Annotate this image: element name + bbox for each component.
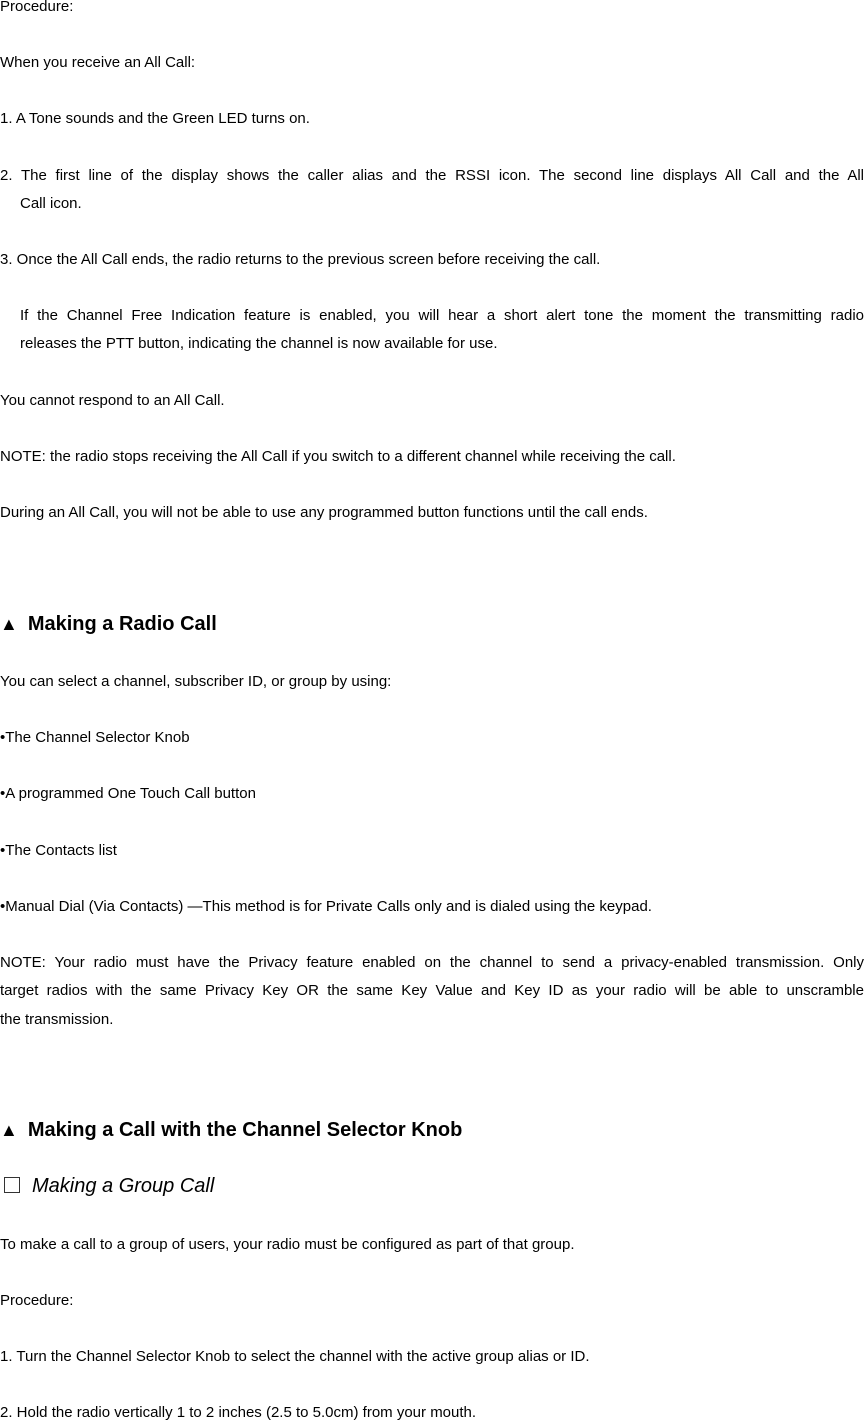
- all-call-during-text: During an All Call, you will not be able to use any programmed button functions until the call ends.: [0, 504, 648, 521]
- group-call-step-1: 1. Turn the Channel Selector Knob to select the channel with the active group alias or ID.: [0, 1348, 590, 1365]
- all-call-step-2-line-1: 2. The first line of the display shows the caller alias and the RSSI icon. The second line displays All Call and the All: [0, 167, 864, 184]
- section-heading-radio-call: [0, 612, 217, 636]
- heading-text: Making a Radio Call: [27, 613, 217, 635]
- all-call-intro: When you receive an All Call:: [0, 54, 196, 71]
- group-call-step-2: 2. Hold the radio vertically 1 to 2 inches (2.5 to 5.0cm) from your mouth.: [0, 1404, 477, 1421]
- radio-call-intro: You can select a channel, subscriber ID, or group by using:: [0, 673, 392, 690]
- list-item: •The Channel Selector Knob: [0, 729, 190, 746]
- list-item: •The Contacts list: [0, 842, 117, 859]
- cannot-respond-text: You cannot respond to an All Call.: [0, 392, 225, 409]
- triangle-icon: ▲: [0, 614, 18, 634]
- privacy-note-line-3: the transmission.: [0, 1011, 114, 1028]
- all-call-step-2-line-2: Call icon.: [20, 195, 82, 212]
- list-item: •A programmed One Touch Call button: [0, 785, 256, 802]
- privacy-note-line-1: NOTE: Your radio must have the Privacy feature enabled on the channel to send a privacy-enabled transmission. Only: [0, 954, 864, 971]
- list-item: •Manual Dial (Via Contacts) —This method is for Private Calls only and is dialed using the keypad.: [0, 898, 652, 915]
- privacy-note-line-2: target radios with the same Privacy Key OR the same Key Value and Key ID as your radio will be able to unscramble: [0, 982, 864, 999]
- procedure-label: Procedure:: [0, 1292, 74, 1309]
- channel-free-note-line-1: If the Channel Free Indication feature is enabled, you will hear a short alert tone the moment the transmitting radio: [20, 307, 864, 324]
- channel-free-note-line-2: releases the PTT button, indicating the channel is now available for use.: [20, 335, 498, 352]
- all-call-step-1: 1. A Tone sounds and the Green LED turns on.: [0, 110, 310, 127]
- all-call-note: NOTE: the radio stops receiving the All Call if you switch to a different channel while receiving the call.: [0, 448, 676, 465]
- triangle-icon: ▲: [0, 1120, 18, 1140]
- procedure-label: Procedure:: [0, 0, 74, 15]
- section-heading-channel-selector: [0, 1118, 462, 1142]
- heading-text: Making a Call with the Channel Selector Knob: [27, 1119, 463, 1141]
- subheading-group-call: [0, 1174, 214, 1198]
- all-call-step-3: 3. Once the All Call ends, the radio returns to the previous screen before receiving the call.: [0, 251, 601, 268]
- group-call-intro: To make a call to a group of users, your radio must be configured as part of that group.: [0, 1236, 575, 1253]
- subheading-text: Making a Group Call: [32, 1175, 215, 1197]
- checkbox-square-icon: [4, 1177, 20, 1193]
